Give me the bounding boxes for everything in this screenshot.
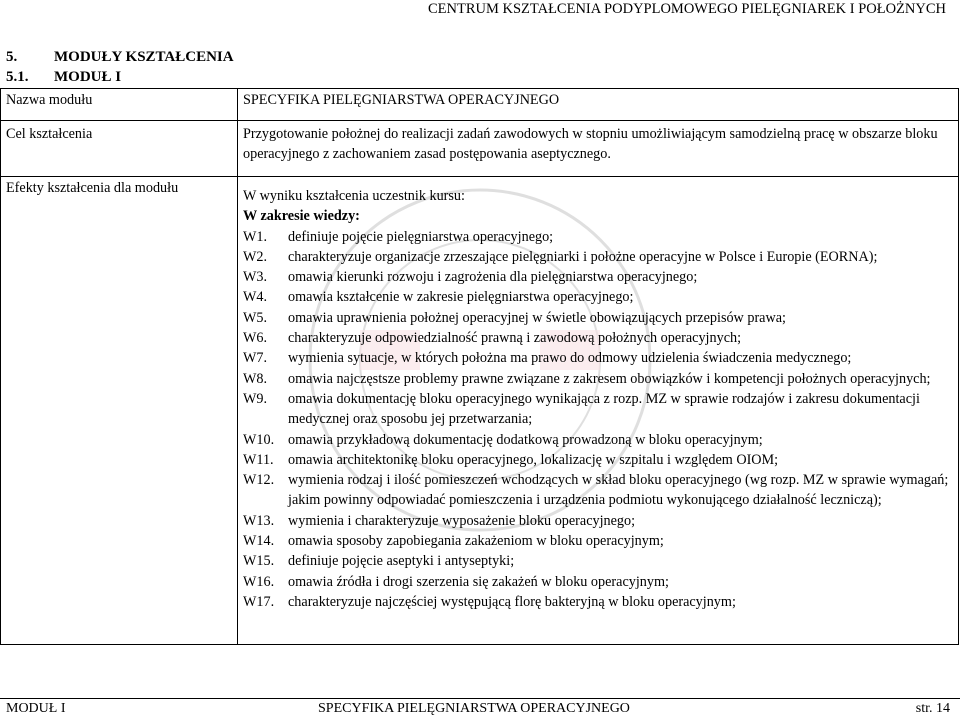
list-item (243, 551, 952, 571)
list-item (243, 247, 952, 267)
list-item (243, 227, 952, 247)
outcome-code: W11. (243, 451, 274, 468)
section-heading (6, 47, 234, 67)
outcomes-subheading: W zakresie wiedzy: (243, 208, 360, 225)
outcome-code: W12. (243, 472, 275, 489)
module-name-label: Nazwa modułu (1, 89, 238, 121)
list-item (243, 430, 952, 450)
outcome-text: omawia dokumentację bloku operacyjnego wynikająca z rozp. MZ w sprawie rodzajów i zakresu dokumentacji medycznej oraz sposobu jej przetwarzania; (288, 390, 920, 428)
outcome-code: W1. (243, 228, 268, 245)
outcome-text: charakteryzuje odpowiedzialność prawną i zawodową położnych operacyjnych; (288, 330, 742, 347)
page-footer (0, 698, 960, 719)
outcome-code: W3. (243, 269, 268, 286)
list-item (243, 389, 952, 430)
outcome-text: omawia przykładową dokumentację dodatkową prowadzoną w bloku operacyjnym; (288, 431, 763, 448)
module-table (0, 88, 959, 645)
outcome-text: charakteryzuje najczęściej występującą florę bakteryjną w bloku operacyjnym; (288, 593, 736, 610)
outcomes-row (1, 177, 959, 645)
module-name-row (1, 89, 959, 121)
outcomes-cell (238, 177, 959, 645)
outcome-code: W6. (243, 330, 268, 347)
subsection-number: 5.1. (6, 69, 29, 85)
outcome-code: W15. (243, 553, 275, 570)
list-item (243, 308, 952, 328)
outcomes-label: Efekty kształcenia dla modułu (1, 177, 238, 645)
outcome-text: definiuje pojęcie aseptyki i antyseptyki; (288, 553, 515, 570)
page-header (0, 0, 960, 18)
section-title: MODUŁY KSZTAŁCENIA (54, 49, 234, 65)
outcome-code: W2. (243, 248, 268, 265)
outcome-code: W7. (243, 350, 268, 367)
outcome-text: omawia kształcenie w zakresie pielęgniarstwa operacyjnego; (288, 289, 634, 306)
outcome-code: W5. (243, 309, 268, 326)
outcome-code: W4. (243, 289, 268, 306)
outcome-code: W17. (243, 593, 275, 610)
outcome-text: wymienia rodzaj i ilość pomieszczeń wchodzących w skład bloku operacyjnego (wg rozp. MZ w sprawie wymagań; jakim powinny odpowiadać pomieszczenia i urządzenia podmiotu wykonującego działalność leczniczą); (288, 472, 949, 509)
section-headings (6, 47, 234, 87)
list-item (243, 592, 952, 612)
outcome-code: W9. (243, 390, 268, 407)
module-name-value: SPECYFIKA PIELĘGNIARSTWA OPERACYJNEGO (238, 89, 959, 121)
list-item (243, 572, 952, 592)
header-title: CENTRUM KSZTAŁCENIA PODYPLOMOWEGO PIELĘGNIAREK I POŁOŻNYCH (428, 1, 946, 17)
outcome-code: W8. (243, 370, 268, 387)
footer-module: MODUŁ I (6, 701, 66, 716)
list-item (243, 287, 952, 307)
subsection-heading (6, 67, 234, 87)
outcome-text: definiuje pojęcie pielęgniarstwa operacyjnego; (288, 228, 554, 245)
outcome-list (243, 227, 952, 613)
goal-label: Cel kształcenia (1, 121, 238, 177)
list-item (243, 511, 952, 531)
goal-row (1, 121, 959, 177)
goal-value: Przygotowanie położnej do realizacji zadań zawodowych w stopniu umożliwiającym samodzielną pracę w obszarze bloku operacyjnego z zachowaniem zasad postępowania aseptycznego. (238, 121, 959, 177)
list-item (243, 531, 952, 551)
outcome-text: wymienia sytuacje, w których położna ma prawo do odmowy udzielenia świadczenia medycznego; (288, 350, 852, 367)
outcome-text: omawia architektonikę bloku operacyjnego, lokalizację w szpitalu i względem OIOM; (288, 451, 779, 468)
subsection-title: MODUŁ I (54, 69, 122, 85)
outcome-text: charakteryzuje organizacje zrzeszające pielęgniarki i położne operacyjne w Polsce i Europie (EORNA); (288, 248, 878, 265)
outcome-code: W13. (243, 512, 275, 529)
list-item (243, 328, 952, 348)
list-item (243, 348, 952, 368)
list-item (243, 450, 952, 470)
outcome-code: W10. (243, 431, 275, 448)
outcome-code: W14. (243, 533, 275, 550)
outcome-text: omawia najczęstsze problemy prawne związane z zakresem obowiązków i kompetencji położnych operacyjnych; (288, 370, 931, 387)
outcome-text: wymienia i charakteryzuje wyposażenie bloku operacyjnego; (288, 512, 636, 529)
list-item (243, 369, 952, 389)
outcome-code: W16. (243, 573, 275, 590)
outcomes-intro: W wyniku kształcenia uczestnik kursu: (243, 188, 465, 204)
footer-page-number: str. 14 (915, 701, 950, 716)
list-item (243, 267, 952, 287)
section-number: 5. (6, 49, 18, 65)
list-item (243, 470, 952, 511)
outcome-text: omawia źródła i drogi szerzenia się zakażeń w bloku operacyjnym; (288, 573, 669, 590)
outcome-text: omawia kierunki rozwoju i zagrożenia dla pielęgniarstwa operacyjnego; (288, 269, 698, 286)
footer-title: SPECYFIKA PIELĘGNIARSTWA OPERACYJNEGO (318, 701, 630, 716)
outcome-text: omawia uprawnienia położnej operacyjnej w świetle obowiązujących przepisów prawa; (288, 309, 786, 326)
outcome-text: omawia sposoby zapobiegania zakażeniom w bloku operacyjnym; (288, 533, 664, 550)
